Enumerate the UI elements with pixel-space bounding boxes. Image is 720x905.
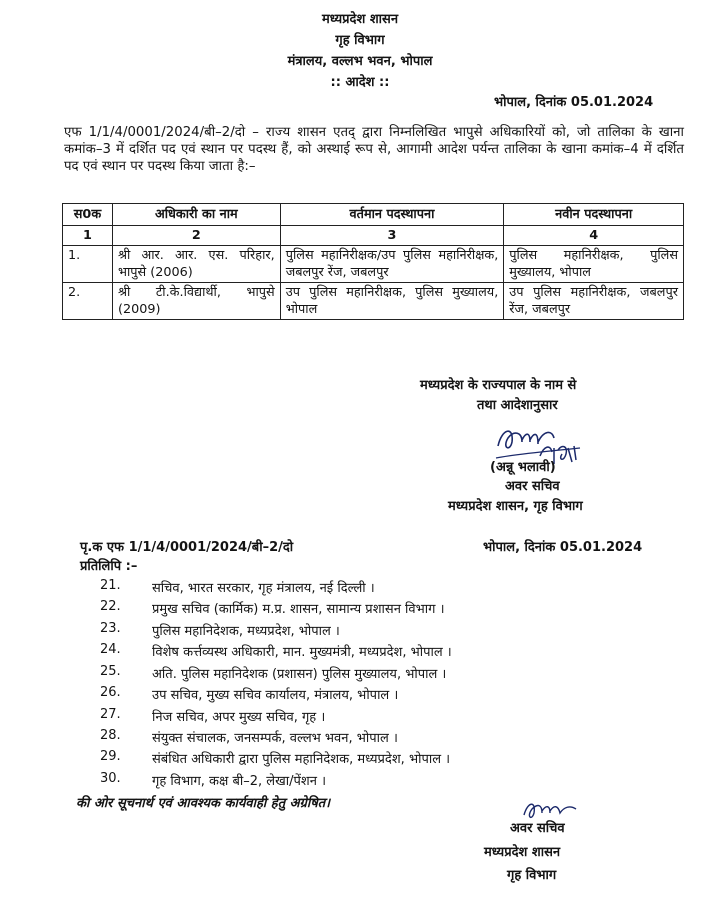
header-department: गृह विभाग bbox=[335, 33, 385, 48]
list-item-number: 25. bbox=[100, 664, 121, 679]
footer-department: गृह विभाग bbox=[507, 868, 557, 883]
authority-line-1: मध्यप्रदेश के राज्यपाल के नाम से bbox=[420, 378, 577, 393]
col-header-name: अधिकारी का नाम bbox=[112, 204, 280, 226]
list-item-number: 27. bbox=[100, 707, 121, 722]
authority-line-2: तथा आदेशानुसार bbox=[477, 398, 558, 413]
current-posting: पुलिस महानिरीक्षक/उप पुलिस महानिरीक्षक, जबलपुर रेंज, जबलपुर bbox=[280, 246, 504, 283]
list-item-text: संबंधित अधिकारी द्वारा पुलिस महानिदेशक, मध्यप्रदेश, भोपाल । bbox=[152, 752, 451, 767]
list-item-number: 28. bbox=[100, 728, 121, 743]
table-row bbox=[63, 246, 684, 283]
row-sno: 2. bbox=[63, 283, 113, 320]
table-row bbox=[63, 283, 684, 320]
signatory-name: (अन्नू भलावी) bbox=[490, 460, 556, 475]
table-column-number-row bbox=[63, 226, 684, 246]
list-item-text: प्रमुख सचिव (कार्मिक) म.प्र. शासन, सामान्य प्रशासन विभाग । bbox=[152, 602, 445, 617]
col-header-current: वर्तमान पदस्थापना bbox=[280, 204, 504, 226]
copy-title: प्रतिलिपि :– bbox=[80, 559, 138, 574]
col-header-sno: स0क bbox=[63, 204, 113, 226]
col-number: 4 bbox=[504, 226, 684, 246]
copy-reference: पृ.क एफ 1/1/4/0001/2024/बी–2/दो bbox=[80, 540, 294, 555]
col-number: 3 bbox=[280, 226, 504, 246]
posting-table bbox=[62, 203, 684, 320]
footer-designation: अवर सचिव bbox=[510, 821, 565, 836]
list-item-number: 23. bbox=[100, 621, 121, 636]
row-sno: 1. bbox=[63, 246, 113, 283]
list-item-number: 29. bbox=[100, 749, 121, 764]
col-number: 2 bbox=[112, 226, 280, 246]
list-item-text: संयुक्त संचालक, जनसम्पर्क, वल्लभ भवन, भोपाल । bbox=[152, 731, 398, 746]
new-posting: उप पुलिस महानिरीक्षक, जबलपुर रेंज, जबलपुर bbox=[504, 283, 684, 320]
list-item-text: सचिव, भारत सरकार, गृह मंत्रालय, नई दिल्ली । bbox=[152, 581, 375, 596]
officer-name: श्री टी.के.विद्यार्थी, भापुसे (2009) bbox=[112, 283, 280, 320]
col-number: 1 bbox=[63, 226, 113, 246]
copy-date: भोपाल, दिनांक 05.01.2024 bbox=[483, 540, 643, 555]
list-item-number: 22. bbox=[100, 599, 121, 614]
header-address: मंत्रालय, वल्लभ भवन, भोपाल bbox=[287, 54, 433, 69]
list-item-number: 24. bbox=[100, 642, 121, 657]
list-item-text: विशेष कर्त्तव्यस्थ अधिकारी, मान. मुख्यमंत्री, मध्यप्रदेश, भोपाल । bbox=[152, 645, 452, 660]
list-item-text: उप सचिव, मुख्य सचिव कार्यालय, मंत्रालय, भोपाल । bbox=[152, 688, 399, 703]
list-item-text: अति. पुलिस महानिदेशक (प्रशासन) पुलिस मुख्यालय, भोपाल । bbox=[152, 667, 447, 682]
officer-name: श्री आर. आर. एस. परिहार, भापुसे (2006) bbox=[112, 246, 280, 283]
order-body-text: एफ 1/1/4/0001/2024/बी–2/दो – राज्य शासन एतद् द्वारा निम्नलिखित भापुसे अधिकारियों को, जो तालिका के खाना कमांक–3 में दर्शित पद एवं स्थान पर पदस्थ हैं, को अस्थाई रूप से, आगामी आदेश पर्यन्त तालिका के खाना कमांक–4 में दर्शित पद एवं स्थान पर पदस्थ किया जाता है:– bbox=[64, 125, 684, 174]
list-item-number: 21. bbox=[100, 578, 121, 593]
table-header-row bbox=[63, 204, 684, 226]
order-date: भोपाल, दिनांक 05.01.2024 bbox=[494, 95, 654, 110]
list-item-number: 26. bbox=[100, 685, 121, 700]
list-item-text: गृह विभाग, कक्ष बी–2, लेखा/पेंशन । bbox=[152, 774, 326, 789]
col-header-new: नवीन पदस्थापना bbox=[504, 204, 684, 226]
header-order-title: :: आदेश :: bbox=[330, 75, 390, 90]
list-item-text: पुलिस महानिदेशक, मध्यप्रदेश, भोपाल । bbox=[152, 624, 340, 639]
current-posting: उप पुलिस महानिरीक्षक, पुलिस मुख्यालय, भोपाल bbox=[280, 283, 504, 320]
forwarding-note: की ओर सूचनार्थ एवं आवश्यक कार्यवाही हेतु अग्रेषित। bbox=[76, 796, 331, 811]
list-item-number: 30. bbox=[100, 771, 121, 786]
footer-government: मध्यप्रदेश शासन bbox=[484, 845, 561, 860]
signatory-department: मध्यप्रदेश शासन, गृह विभाग bbox=[448, 499, 583, 514]
header-government: मध्यप्रदेश शासन bbox=[321, 12, 399, 27]
list-item-text: निज सचिव, अपर मुख्य सचिव, गृह । bbox=[152, 710, 326, 725]
new-posting: पुलिस महानिरीक्षक, पुलिस मुख्यालय, भोपाल bbox=[504, 246, 684, 283]
signatory-designation: अवर सचिव bbox=[505, 479, 560, 494]
